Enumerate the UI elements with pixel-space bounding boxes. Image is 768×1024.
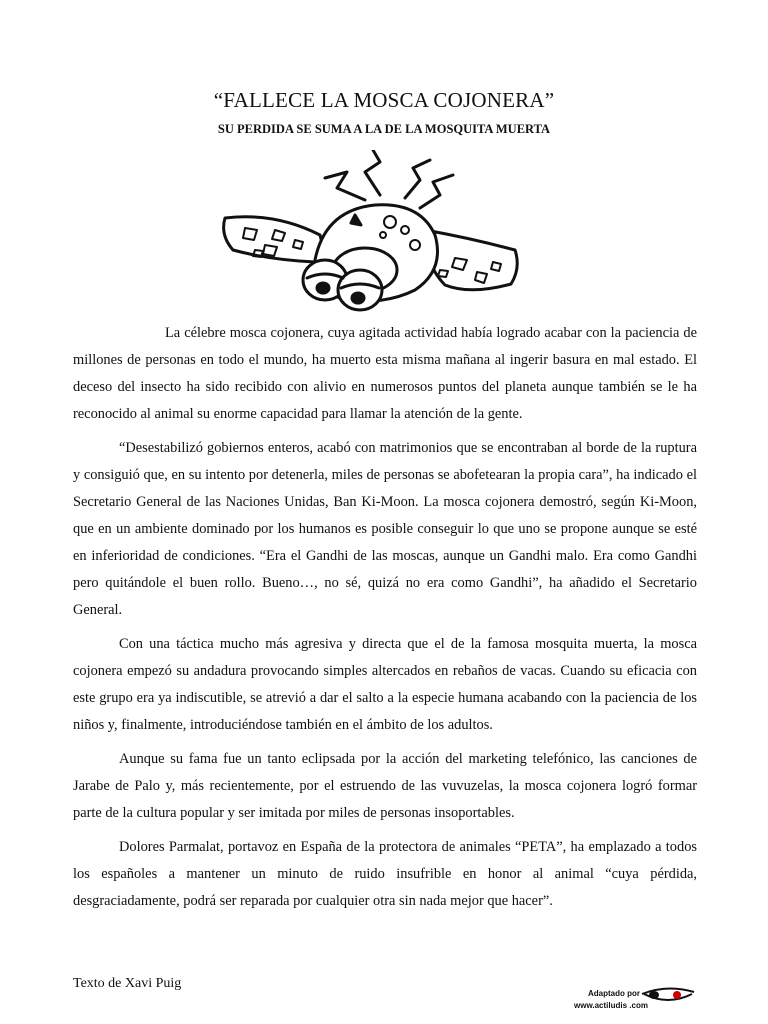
article-paragraph: Aunque su fama fue un tanto eclipsada por la acción del marketing telefónico, las canciones de Jarabe de Palo y, más recientemente, por el estruendo de las vuvuzelas, la mosca cojonera logró formar parte de la cultura popular y ser imitada por miles de personas insoportables.: [73, 751, 697, 821]
headline: “FALLECE LA MOSCA COJONERA”: [213, 88, 555, 112]
eye-logo-icon: [642, 988, 694, 1000]
cartoon-fly-icon: [215, 150, 535, 320]
article-paragraph: La célebre mosca cojonera, cuya agitada actividad había logrado acabar con la paciencia de millones de personas en todo el mundo, ha muerto esta misma mañana al ingerir basura en mal estado. El deceso del insecto ha sido recibido con alivio en numerosos puntos del planeta aunque también se le ha reconocido al animal su enorme capacidad para llamar la atención de la gente.: [73, 325, 697, 422]
article-body: [73, 320, 697, 922]
article-paragraph: Dolores Parmalat, portavoz en España de la protectora de animales “PETA”, ha emplazado a todos los españoles a mantener un minuto de ruido insufrible en honor al animal “cuya pérdida, desgraciadamente, podrá ser reparada por cualquier otra sin nada mejor que hacer”.: [73, 839, 697, 909]
brand-logo: [572, 986, 702, 1012]
brand-line-1: Adaptado por: [588, 989, 640, 998]
article-paragraph: Con una táctica mucho más agresiva y directa que el de la famosa mosquita muerta, la mosca cojonera empezó su andadura provocando simples altercados en rebaños de vacas. Cuando su eficacia con este grupo era ya indiscutible, se atrevió a dar el salto a la especie humana acabando con la paciencia de los niños y, finalmente, introduciéndose también en el ámbito de los adultos.: [73, 636, 697, 733]
subheadline: SU PERDIDA SE SUMA A LA DE LA MOSQUITA MUERTA: [217, 122, 551, 136]
brand-line-2: www.actiludis .com: [574, 1001, 648, 1010]
author-credit: Texto de Xavi Puig: [73, 976, 182, 991]
article-paragraph: “Desestabilizó gobiernos enteros, acabó con matrimonios que se encontraban al borde de la ruptura y consiguió que, en su intento por detenerla, miles de personas se abofetearan la propia cara”, ha indicado el Secretario General de las Naciones Unidas, Ban Ki-Moon. La mosca cojonera demostró, según Ki-Moon, que en un ambiente dominado por los humanos es posible conseguir lo que uno se propone aunque se esté en inferioridad de condiciones. “Era el Gandhi de las moscas, aunque un Gandhi malo. Era como Gandhi pero quitándole el buen rollo. Bueno…, no sé, quizá no era como Gandhi”, ha añadido el Secretario General.: [73, 440, 697, 618]
